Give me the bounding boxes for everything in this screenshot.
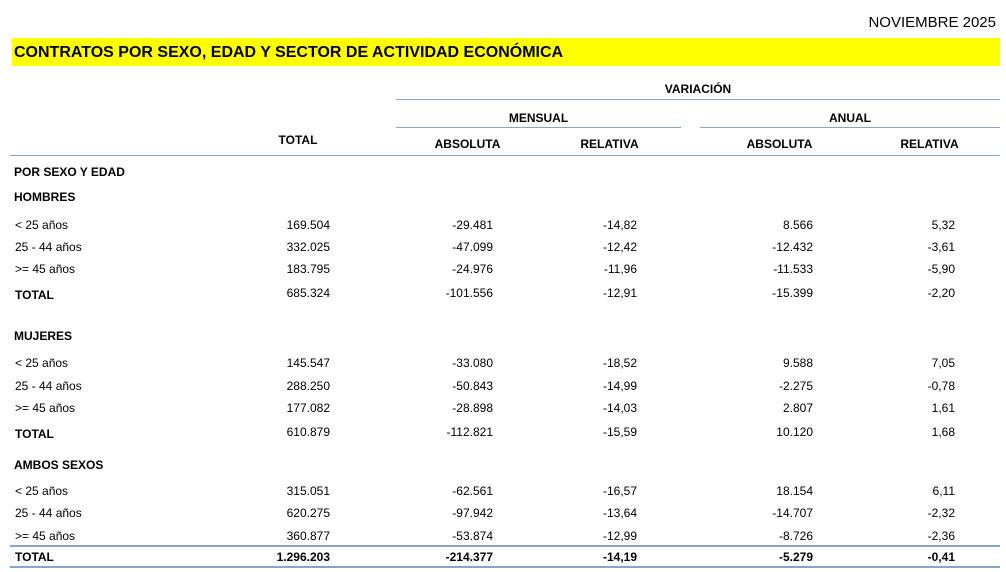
group-mujeres-label: MUJERES [14,329,73,343]
cell-mensual-absoluta: -214.377 [445,550,493,564]
row-label: TOTAL [15,288,54,302]
cell-anual-absoluta: -15.399 [772,286,813,300]
cell-anual-absoluta: 2.807 [782,401,813,415]
cell-anual-absoluta: 10.120 [776,425,813,439]
section-por-sexo-edad: POR SEXO Y EDAD [14,165,125,179]
cell-total: 183.795 [286,262,330,276]
cell-total: 315.051 [286,484,330,498]
cell-total: 169.504 [286,218,330,232]
cell-total: 177.082 [286,401,330,415]
cell-anual-absoluta: 9.588 [782,356,813,370]
rule-mensual [396,127,681,128]
row-label: >= 45 años [15,262,76,276]
cell-total: 610.879 [286,425,330,439]
cell-mensual-absoluta: -47.099 [452,240,493,254]
cell-anual-relativa: -3,61 [927,240,955,254]
cell-mensual-relativa: -11,96 [603,262,637,276]
cell-anual-relativa: 1,61 [931,401,955,415]
cell-anual-relativa: 6,11 [932,484,955,498]
cell-total: 288.250 [286,379,330,393]
cell-total: 1.296.203 [276,550,330,564]
rule-header-bottom [10,155,1000,156]
cell-anual-relativa: -2,20 [927,286,955,300]
cell-mensual-relativa: -14,19 [602,550,637,564]
cell-anual-relativa: -0,78 [927,379,955,393]
row-label: 25 - 44 años [15,379,82,393]
cell-anual-absoluta: 8.566 [782,218,813,232]
row-label: 25 - 44 años [15,506,82,520]
cell-mensual-absoluta: -50.843 [452,379,493,393]
header-anual: ANUAL [829,111,871,125]
row-label: >= 45 años [15,529,76,543]
row-label: TOTAL [15,550,54,564]
cell-total: 332.025 [286,240,330,254]
rule-variacion [396,99,1000,100]
cell-anual-absoluta: -2.275 [778,379,813,393]
cell-mensual-absoluta: -33.080 [452,356,493,370]
group-ambos-sexos-label: AMBOS SEXOS [14,458,104,472]
header-mensual-absoluta: ABSOLUTA [434,137,501,151]
cell-anual-relativa: 5,32 [931,218,955,232]
cell-anual-relativa: -5,90 [927,262,955,276]
cell-mensual-absoluta: -112.821 [446,425,493,439]
header-mensual: MENSUAL [508,111,569,125]
cell-mensual-relativa: -14,99 [602,379,637,393]
rule-anual [700,127,1000,128]
cell-anual-absoluta: -8.726 [778,529,813,543]
cell-mensual-relativa: -12,99 [602,529,637,543]
row-label: >= 45 años [15,401,76,415]
cell-mensual-absoluta: -62.561 [452,484,493,498]
row-label: < 25 años [15,218,69,232]
rule-grand-total-top [10,545,1000,547]
cell-mensual-relativa: -12,91 [602,286,637,300]
header-anual-absoluta: ABSOLUTA [746,137,813,151]
cell-anual-absoluta: -5.279 [778,550,813,564]
cell-total: 620.275 [286,506,330,520]
cell-anual-relativa: -2,36 [927,529,955,543]
header-anual-relativa: RELATIVA [900,137,959,151]
cell-mensual-relativa: -18,52 [602,356,637,370]
header-total: TOTAL [278,133,318,147]
rule-grand-total-bottom [10,566,1000,568]
cell-mensual-absoluta: -24.976 [452,262,493,276]
header-mensual-relativa: RELATIVA [580,137,639,151]
cell-anual-relativa: -2,32 [927,506,955,520]
cell-anual-relativa: 7,05 [931,356,955,370]
cell-mensual-absoluta: -101.556 [445,286,493,300]
row-label: < 25 años [15,356,69,370]
page-title: CONTRATOS POR SEXO, EDAD Y SECTOR DE ACTIVIDAD ECONÓMICA [14,44,564,61]
cell-total: 685.324 [286,286,330,300]
cell-anual-relativa: -0,41 [927,550,955,564]
cell-mensual-absoluta: -28.898 [452,401,493,415]
cell-mensual-absoluta: -97.942 [452,506,493,520]
row-label: TOTAL [15,427,54,441]
cell-mensual-relativa: -14,82 [602,218,637,232]
cell-anual-absoluta: -12.432 [772,240,813,254]
cell-anual-absoluta: -14.707 [772,506,813,520]
cell-total: 360.877 [286,529,330,543]
cell-mensual-absoluta: -29.481 [452,218,493,232]
cell-mensual-relativa: -15,59 [602,425,637,439]
header-variacion: VARIACIÓN [664,82,732,96]
report-date: NOVIEMBRE 2025 [868,14,996,31]
cell-mensual-relativa: -16,57 [602,484,637,498]
cell-mensual-relativa: -12,42 [602,240,637,254]
cell-anual-relativa: 1,68 [931,425,955,439]
cell-mensual-relativa: -13,64 [602,506,637,520]
row-label: < 25 años [15,484,69,498]
cell-anual-absoluta: 18.154 [776,484,813,498]
cell-anual-absoluta: -11.533 [773,262,813,276]
cell-mensual-relativa: -14,03 [602,401,637,415]
group-hombres-label: HOMBRES [14,190,76,204]
cell-total: 145.547 [286,356,330,370]
cell-mensual-absoluta: -53.874 [452,529,493,543]
row-label: 25 - 44 años [15,240,82,254]
